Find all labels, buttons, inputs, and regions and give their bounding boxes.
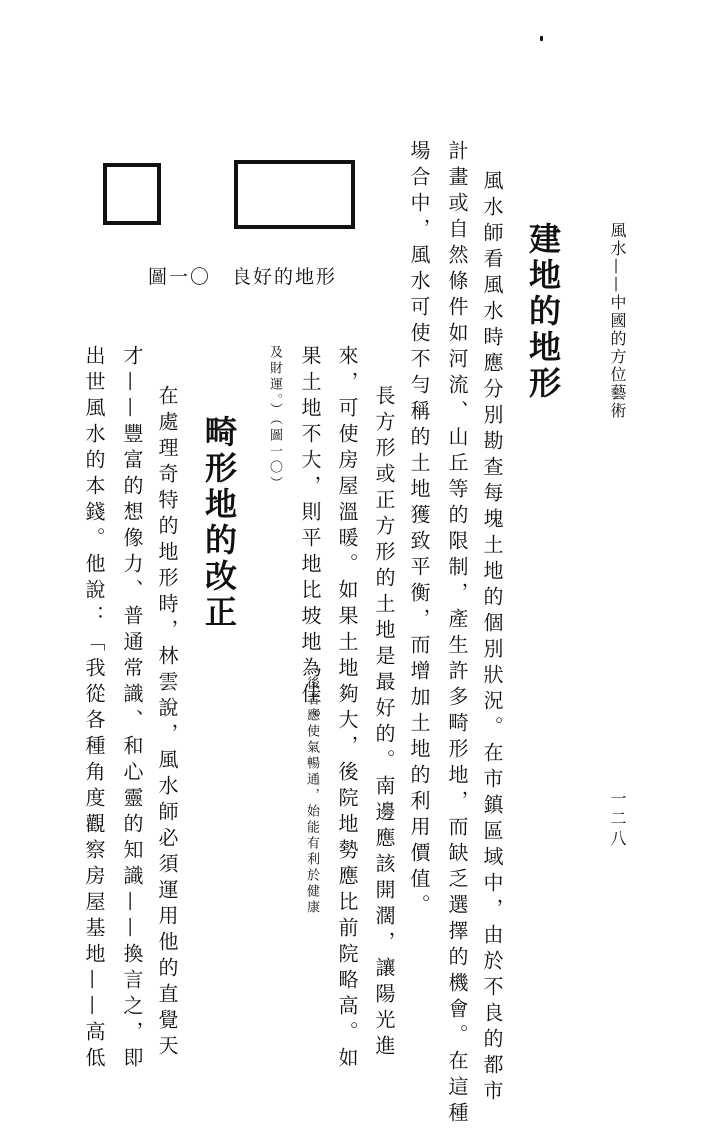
paragraph-column: 計畫或自然條件如河流、山丘等的限制，產生許多畸形地，而缺乏選擇的機會。在這種: [445, 140, 469, 1128]
figure-caption: 圖一〇 良好的地形: [148, 266, 338, 288]
section-title-building-site: 建地的地形: [524, 222, 562, 402]
paragraph-column: 才——豐富的想像力、普通常識、和心靈的知識——換言之，即: [120, 345, 144, 1073]
small-note: （後者應使氣暢通，始能有利於健康: [304, 660, 319, 916]
paragraph-column: 風水師看風水時應分別勘查每塊土地的個別狀況。在市鎮區域中，由於不良的都市: [480, 170, 504, 1106]
small-note: 及財運。）（圖一〇）: [267, 345, 282, 492]
figure-rectangular-lot: [234, 160, 355, 229]
running-header: 風水——中國的方位藝術: [608, 222, 627, 420]
figure-square-lot: [103, 163, 161, 225]
page-speck: [540, 36, 543, 41]
paragraph-column: 在處理奇特的地形時，林雲說，風水師必須運用他的直覺天: [155, 385, 179, 1061]
page-number: 一二八: [608, 790, 627, 850]
paragraph-column: 長方形或正方形的土地是最好的。南邊應該開濶，讓陽光進: [372, 385, 396, 1061]
paragraph-column: 來，可使房屋溫暖。如果土地夠大，後院地勢應比前院略高。如: [335, 345, 359, 1073]
paragraph-column: 果土地不大，則平地比坡地為佳。: [298, 345, 322, 735]
paragraph-column: 出世風水的本錢。他說：「我從各種角度觀察房屋基地——高低: [82, 345, 106, 1073]
section-title-irregular-lot: 畸形地的改正: [200, 415, 238, 631]
paragraph-column: 場合中，風水可使不勻稱的土地獲致平衡，而增加土地的利用價值。: [407, 140, 431, 920]
